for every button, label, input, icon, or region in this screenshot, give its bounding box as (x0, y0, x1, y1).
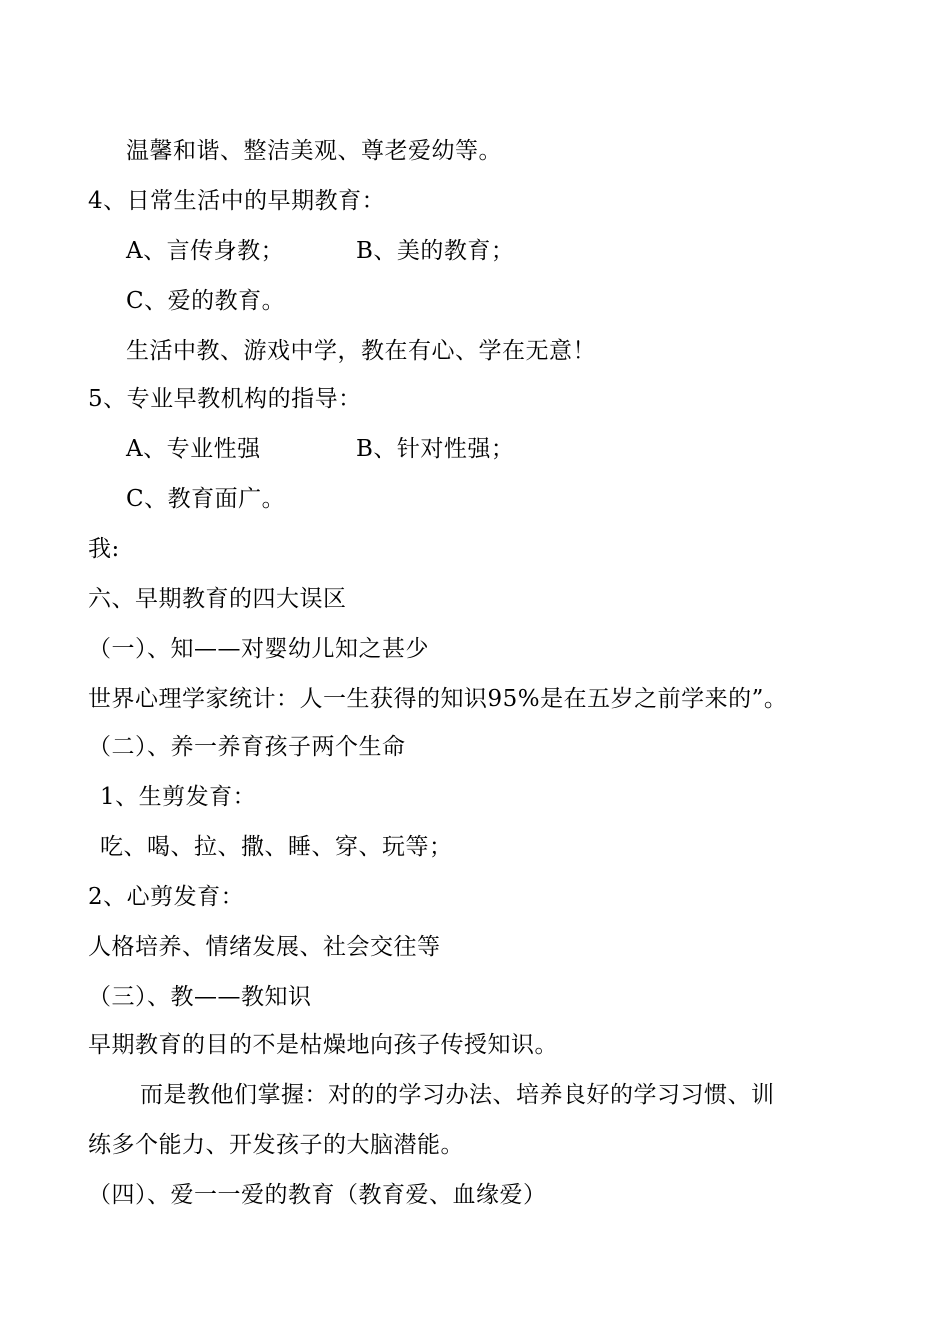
section-heading: 4、日常生活中的早期教育： (88, 188, 386, 214)
subsection-heading: （四）、爱一一爱的教育（教育爱、血缘爱） (88, 1182, 547, 1208)
list-item: C、教育面广。 (126, 486, 286, 512)
subsection-heading: （一）、知——对婴幼儿知之甚少 (88, 636, 429, 662)
text-line: 早期教育的目的不是枯燥地向孩子传授知识。 (88, 1032, 558, 1058)
list-item: 1、生剪发育： (100, 784, 257, 810)
text-line: 世界心理学家统计：人一生获得的知识95%是在五岁之前学来的”。 (88, 686, 788, 712)
text-line: 我: (88, 536, 120, 562)
text-line: 生活中教、游戏中学，教在有心、学在无意！ (126, 338, 596, 364)
list-item: A、言传身教； (126, 238, 285, 264)
list-item: C、爱的教育。 (126, 288, 286, 314)
section-heading: 5、专业早教机构的指导： (88, 386, 362, 412)
text-line: 温馨和谐、整洁美观、尊老爱幼等。 (126, 138, 502, 164)
section-heading: 六、早期教育的四大误区 (88, 586, 347, 612)
text-line: 人格培养、情绪发展、社会交往等 (88, 934, 441, 960)
text-line: 而是教他们掌握：对的的学习办法、培养良好的学习习惯、训 (140, 1082, 775, 1108)
text-line: 练多个能力、开发孩子的大脑潜能。 (88, 1132, 464, 1158)
list-item: A、专业性强 (126, 436, 261, 462)
subsection-heading: （二）、养一养育孩子两个生命 (88, 734, 406, 760)
list-item: B、针对性强； (356, 436, 515, 462)
subsection-heading: （三）、教——教知识 (88, 984, 312, 1010)
list-item: B、美的教育； (356, 238, 515, 264)
text-line: 吃、喝、拉、撒、睡、穿、玩等； (100, 834, 453, 860)
list-item: 2、心剪发育： (88, 884, 245, 910)
